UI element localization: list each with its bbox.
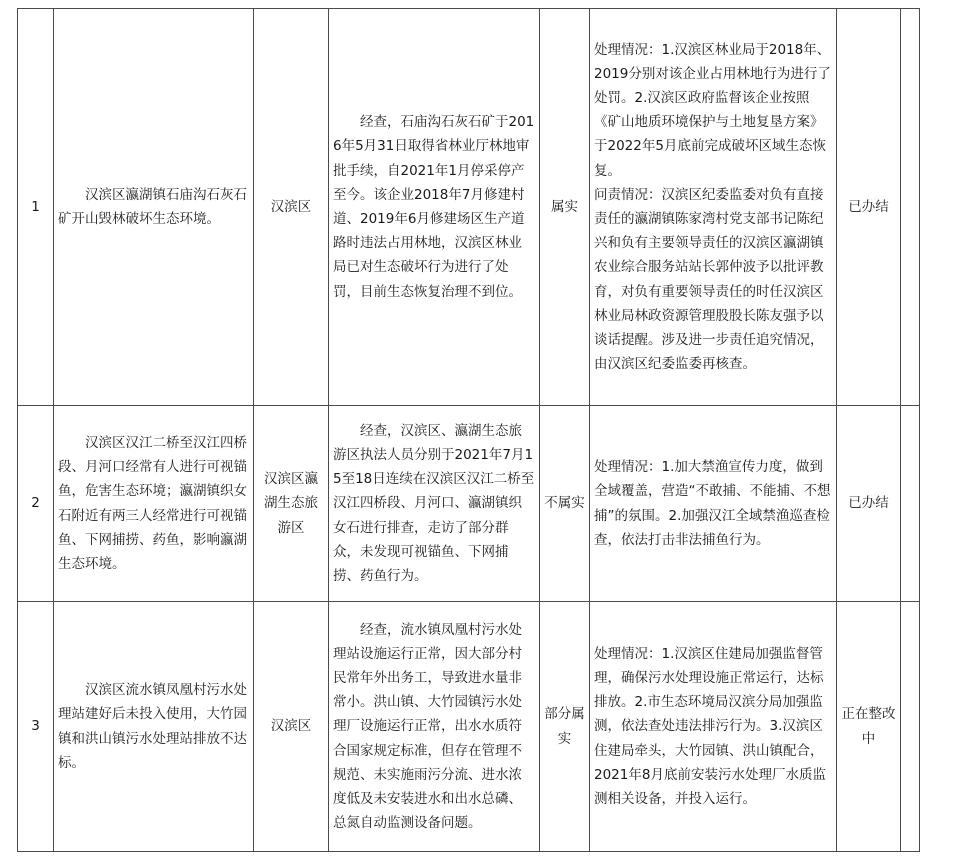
table-row [18,406,920,602]
empty-cell [901,602,920,852]
handling-text: 处理情况：1.汉滨区林业局于2018年、2019分别对该企业占用林地行为进行了处罚。2.汉滨区政府监督该企业按照《矿山地质环境保护与土地复垦方案》于2022年5月底前完成破坏区域生态恢复。 [594,41,831,179]
status-cell: 正在整改中 [837,602,901,852]
investigation-text: 经查，石庙沟石灰石矿于2016年5月31日取得省林业厅林地审批手续，自2021年1月停采停产至今。该企业2018年7月修建村道、2019年6月修建场区生产道路时违法占用林地，汉滨区林业局已对生态破坏行为进行了处罚，目前生态恢复治理不到位。 [333,114,535,300]
investigation-cell [329,406,540,602]
issue-text: 汉滨区汉江二桥至汉江四桥段、月河口经常有人进行可视锚鱼，危害生态环境；瀛湖镇织女石附近有两三人经常进行可视锚鱼、下网捕捞、药鱼，影响瀛湖生态环境。 [58,434,247,572]
status-cell: 已办结 [837,406,901,602]
handling-text: 处理情况：1.加大禁渔宣传力度，做到全域覆盖，营造“不敢捕、不能捕、不想捕”的氛围。2.加强汉江全域禁渔巡查检查，依法打击非法捕鱼行为。 [594,459,831,548]
issue-cell [54,602,254,852]
handling-cell [590,9,837,406]
investigation-cell [329,602,540,852]
verdict-cell: 属实 [540,9,590,406]
table-row [18,9,920,406]
investigation-text: 经查，流水镇凤凰村污水处理站设施运行正常，因大部分村民常年外出务工，导致进水量非常小。洪山镇、大竹园镇污水处理厂设施运行正常，出水水质符合国家规定标准，但存在管理不规范、未实施雨污分流、进水浓度低及未安装进水和出水总磷、总氮自动监测设备问题。 [333,621,522,832]
accountability-text: 问责情况：汉滨区纪委监委对负有直接责任的瀛湖镇陈家湾村党支部书记陈纪兴和负有主要领导责任的汉滨区瀛湖镇农业综合服务站站长郭仲波予以批评教育，对负有重要领导责任的时任汉滨区林业局林政资源管理股股长陈友强予以谈话提醒。涉及进一步责任追究情况，由汉滨区纪委监委再核查。 [594,186,824,373]
row-index: 1 [18,9,54,406]
table-row [18,602,920,852]
row-index: 3 [18,602,54,852]
rectification-table [17,8,920,852]
status-cell: 已办结 [837,9,901,406]
issue-cell [54,406,254,602]
row-index: 2 [18,406,54,602]
empty-cell [901,406,920,602]
handling-cell [590,406,837,602]
issue-text: 汉滨区流水镇凤凰村污水处理站建好后未投入使用，大竹园镇和洪山镇污水处理站排放不达标。 [58,682,247,771]
issue-text: 汉滨区瀛湖镇石庙沟石灰石矿开山毁林破坏生态环境。 [58,186,247,227]
verdict-cell: 不属实 [540,406,590,602]
handling-cell [590,602,837,852]
issue-cell [54,9,254,406]
district-cell: 汉滨区 [254,9,329,406]
district-cell: 汉滨区 [254,602,329,852]
district-cell: 汉滨区瀛湖生态旅游区 [254,406,329,602]
handling-text: 处理情况：1.汉滨区住建局加强监督管理，确保污水处理设施正常运行，达标排放。2.市生态环境局汉滨分局加强监测，依法查处违法排污行为。3.汉滨区住建局牵头，大竹园镇、洪山镇配合，2021年8月底前安装污水处理厂水质监测相关设备，并投入运行。 [594,645,826,807]
investigation-cell [329,9,540,406]
verdict-cell: 部分属实 [540,602,590,852]
empty-cell [901,9,920,406]
investigation-text: 经查，汉滨区、瀛湖生态旅游区执法人员分别于2021年7月15至18日连续在汉滨区汉江二桥至汉江四桥段、月河口、瀛湖镇织女石进行排查，走访了部分群众，未发现可视锚鱼、下网捕捞、药鱼行为。 [333,422,535,584]
